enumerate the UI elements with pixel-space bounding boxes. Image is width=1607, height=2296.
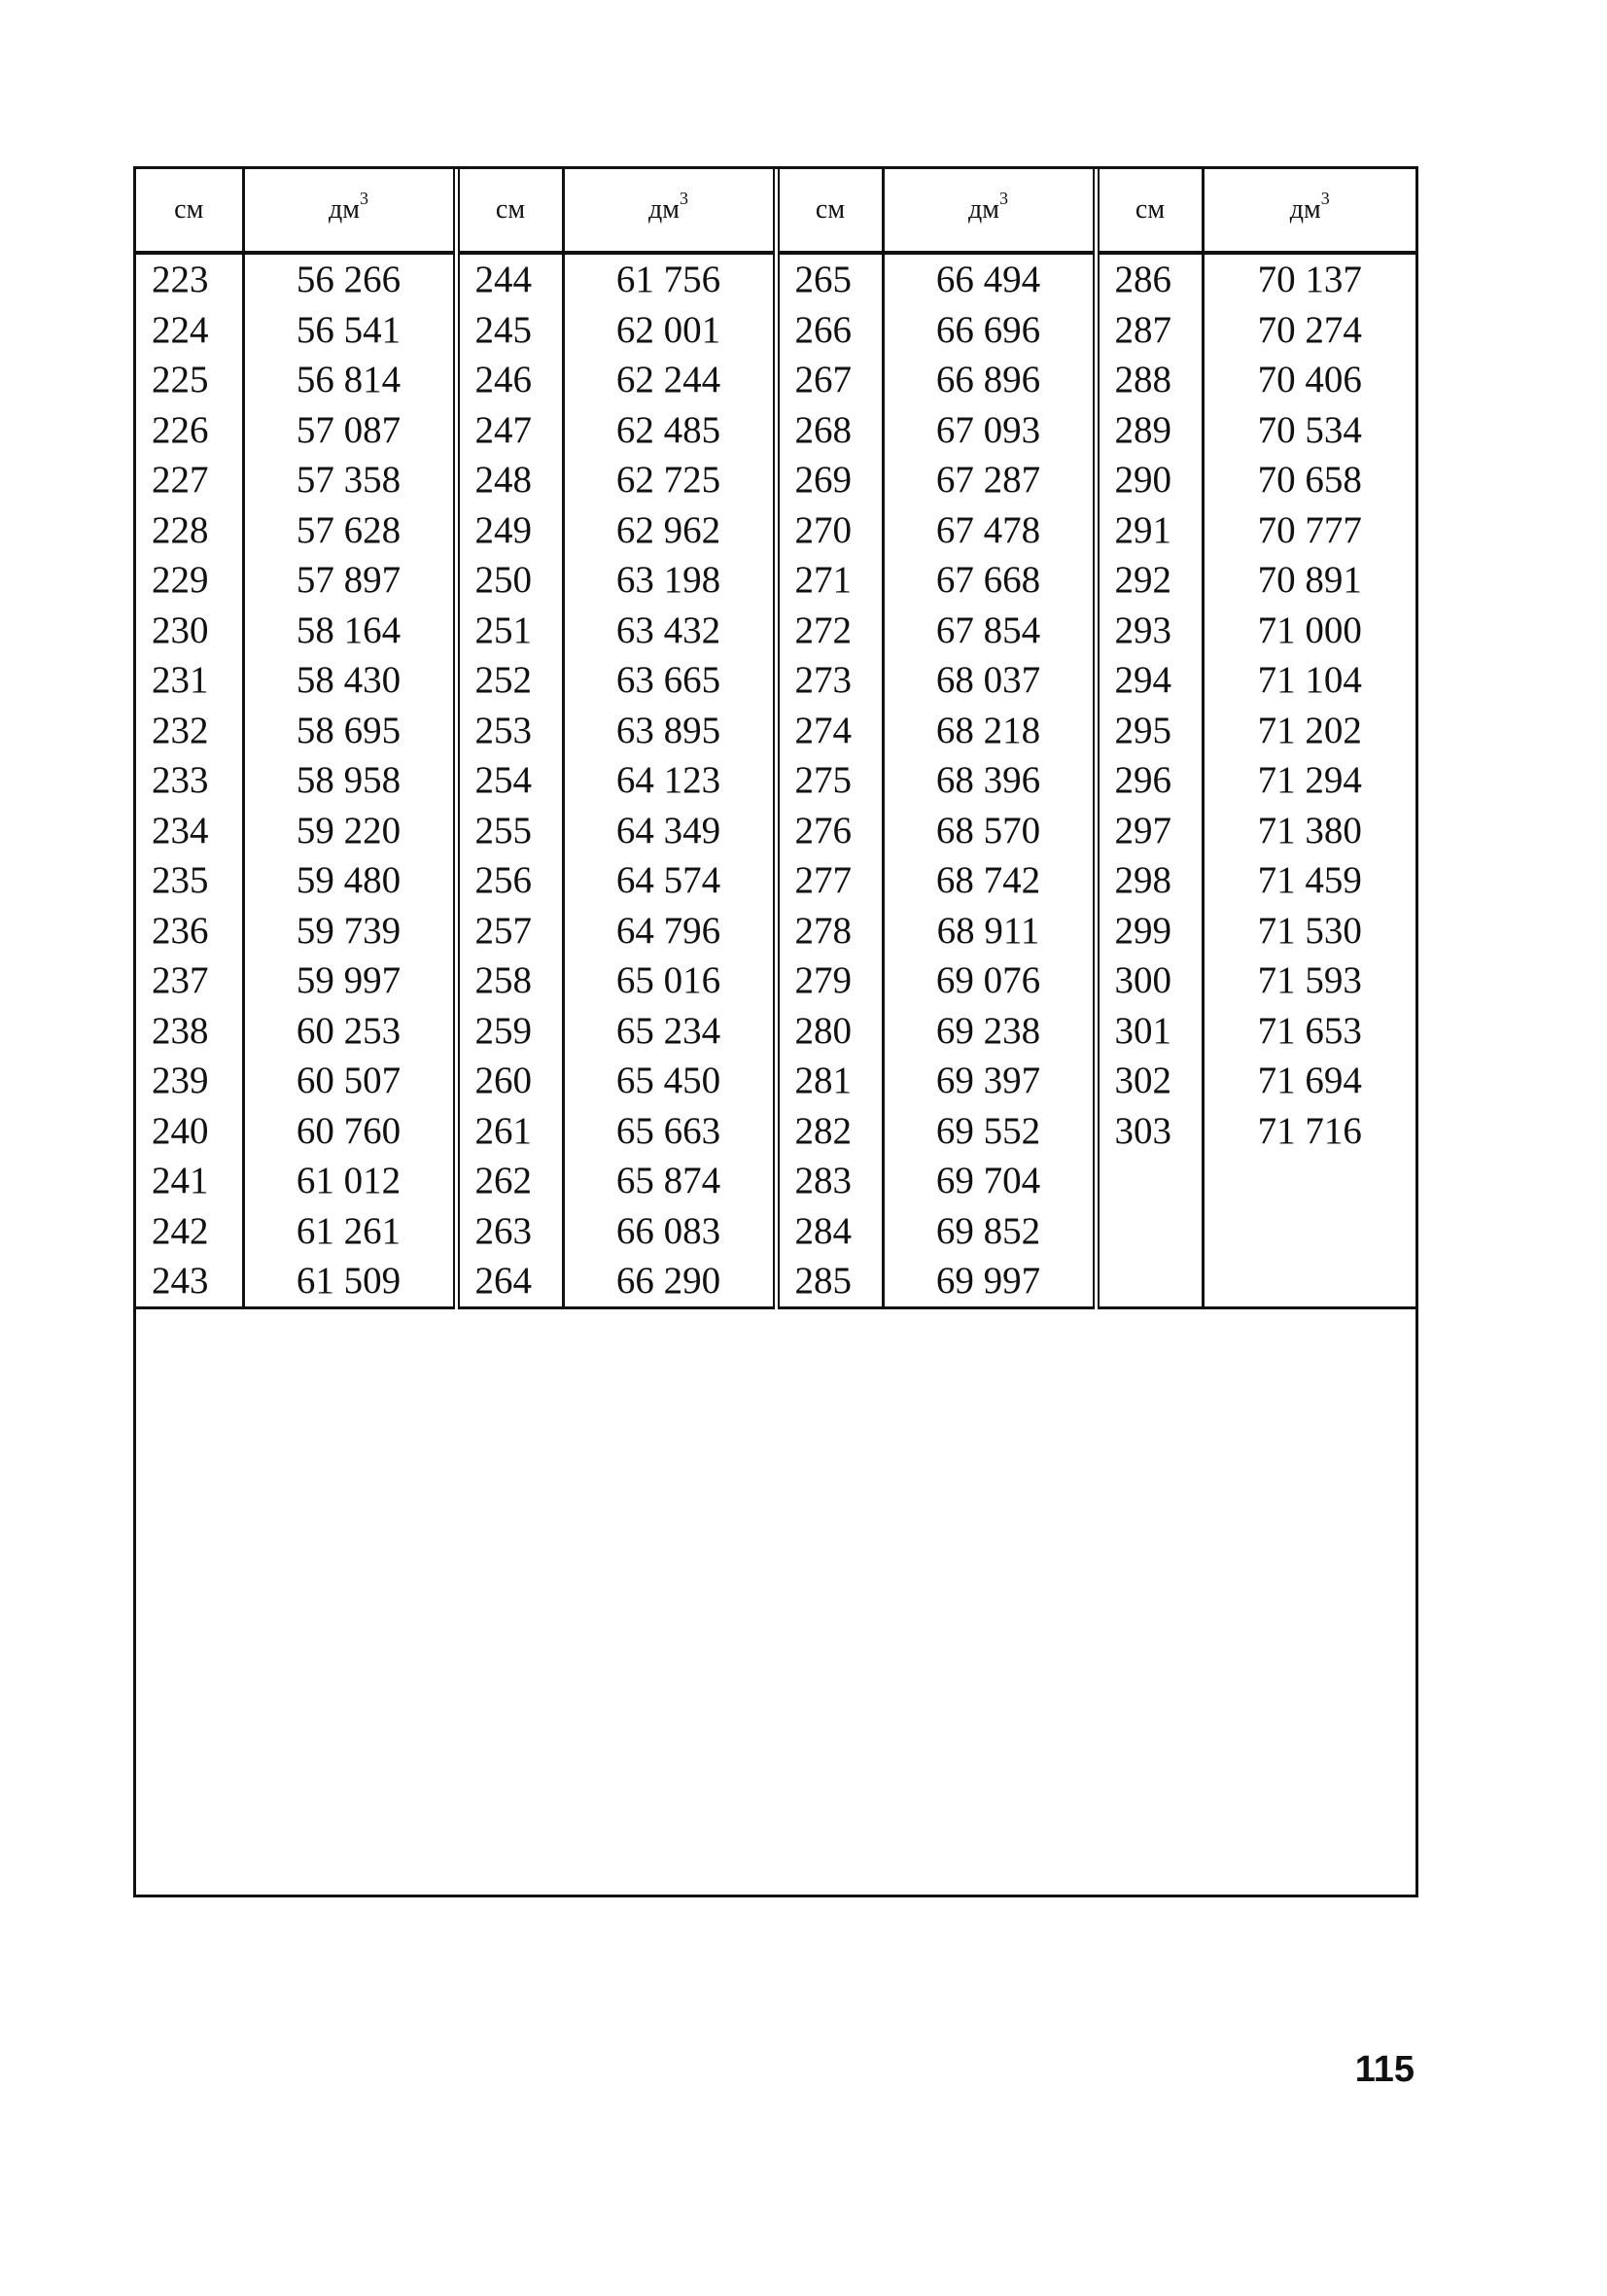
cell-cm: 287 xyxy=(1096,305,1203,356)
cell-cm: 230 xyxy=(136,606,243,656)
cell-dm3: 58 958 xyxy=(243,755,456,806)
page-number: 115 xyxy=(1354,2049,1415,2090)
cell-dm3: 65 874 xyxy=(563,1156,776,1206)
cell-dm3: 71 593 xyxy=(1257,959,1362,1002)
cell-dm3: 70 274 xyxy=(1257,308,1362,351)
cell-dm3: 60 253 xyxy=(243,1006,456,1057)
cell-cm: 274 xyxy=(776,706,883,756)
cell-dm3: 66 083 xyxy=(563,1206,776,1257)
cell-dm3: 61 012 xyxy=(243,1156,456,1206)
cell-cm: 248 xyxy=(456,455,563,505)
cell-cm: 258 xyxy=(456,956,563,1006)
table-frame xyxy=(133,166,1418,1897)
cell-cm: 270 xyxy=(776,505,883,556)
cell-dm3: 65 450 xyxy=(563,1056,776,1106)
cell-dm3: 62 244 xyxy=(563,355,776,405)
header-dm-exponent: 3 xyxy=(998,189,1008,208)
cell-cm: 253 xyxy=(456,706,563,756)
cell-cm: 244 xyxy=(456,253,563,305)
header-dm-exponent: 3 xyxy=(1320,189,1330,208)
cell-cm: 265 xyxy=(776,253,883,305)
cell-dm3: 59 997 xyxy=(243,956,456,1006)
cell-dm3: 70 658 xyxy=(1257,459,1362,502)
cell-cm: 302 xyxy=(1096,1056,1203,1106)
cell-dm3: 67 668 xyxy=(883,555,1096,606)
cell-cm: 251 xyxy=(456,606,563,656)
cell-dm3: 71 530 xyxy=(1257,909,1362,952)
cell-cm: 255 xyxy=(456,806,563,856)
cell-cm: 267 xyxy=(776,355,883,405)
cell-cm: 286 xyxy=(1096,253,1203,305)
cell-cm: 281 xyxy=(776,1056,883,1106)
cell-dm3: 66 696 xyxy=(883,305,1096,356)
cell-dm3: 59 220 xyxy=(243,806,456,856)
header-dm3 xyxy=(883,169,1096,253)
table-row xyxy=(136,455,1415,505)
cell-cm: 235 xyxy=(136,855,243,906)
table-row xyxy=(136,606,1415,656)
cell-cm: 232 xyxy=(136,706,243,756)
cell-cm: 285 xyxy=(776,1256,883,1307)
cell-cm: 227 xyxy=(136,455,243,505)
cell-cm: 277 xyxy=(776,855,883,906)
cell-dm3: 69 076 xyxy=(883,956,1096,1006)
header-dm-unit: дм xyxy=(1289,194,1321,225)
table-body xyxy=(136,253,1415,1307)
cell-cm: 224 xyxy=(136,305,243,356)
cell-cm: 293 xyxy=(1096,606,1203,656)
table-row xyxy=(136,305,1415,356)
table-row xyxy=(136,1156,1415,1206)
header-dm3 xyxy=(1203,169,1415,253)
cell-cm: 261 xyxy=(456,1106,563,1157)
cell-cm: 239 xyxy=(136,1056,243,1106)
cell-cm: 301 xyxy=(1096,1006,1203,1057)
cell-dm3: 70 777 xyxy=(1257,508,1362,551)
cell-cm: 256 xyxy=(456,855,563,906)
cell-cm xyxy=(1096,1156,1203,1206)
cell-dm3: 71 104 xyxy=(1257,659,1362,702)
cell-dm3: 69 852 xyxy=(883,1206,1096,1257)
cell-cm xyxy=(1096,1206,1203,1257)
cell-dm3: 63 432 xyxy=(563,606,776,656)
cell-dm3: 65 663 xyxy=(563,1106,776,1157)
cell-dm3: 64 796 xyxy=(563,906,776,957)
cell-cm: 233 xyxy=(136,755,243,806)
cell-cm: 228 xyxy=(136,505,243,556)
cell-cm: 252 xyxy=(456,655,563,706)
cell-dm3: 56 814 xyxy=(243,355,456,405)
cell-dm3: 66 290 xyxy=(563,1256,776,1307)
header-cm: см xyxy=(776,169,883,253)
cell-cm: 284 xyxy=(776,1206,883,1257)
cell-cm: 282 xyxy=(776,1106,883,1157)
cell-dm3: 67 854 xyxy=(883,606,1096,656)
cell-cm: 296 xyxy=(1096,755,1203,806)
table-row xyxy=(136,555,1415,606)
cell-dm3: 70 137 xyxy=(1257,259,1362,301)
table-row xyxy=(136,1056,1415,1106)
cell-dm3 xyxy=(1203,1256,1415,1307)
header-dm-exponent: 3 xyxy=(359,189,368,208)
cell-dm3: 69 704 xyxy=(883,1156,1096,1206)
cell-dm3: 57 087 xyxy=(243,405,456,456)
cell-dm3: 61 261 xyxy=(243,1206,456,1257)
cell-dm3: 58 695 xyxy=(243,706,456,756)
cell-cm: 298 xyxy=(1096,855,1203,906)
cell-cm: 294 xyxy=(1096,655,1203,706)
cell-cm: 231 xyxy=(136,655,243,706)
volume-table xyxy=(136,169,1415,1309)
cell-cm: 271 xyxy=(776,555,883,606)
cell-cm: 266 xyxy=(776,305,883,356)
cell-dm3: 57 897 xyxy=(243,555,456,606)
cell-cm: 289 xyxy=(1096,405,1203,456)
cell-dm3: 70 406 xyxy=(1257,359,1362,401)
cell-cm: 292 xyxy=(1096,555,1203,606)
cell-dm3: 61 756 xyxy=(563,253,776,305)
table-row xyxy=(136,956,1415,1006)
cell-dm3: 68 218 xyxy=(883,706,1096,756)
cell-dm3: 57 628 xyxy=(243,505,456,556)
cell-cm: 245 xyxy=(456,305,563,356)
cell-cm: 295 xyxy=(1096,706,1203,756)
cell-cm xyxy=(1096,1256,1203,1307)
cell-dm3: 66 896 xyxy=(883,355,1096,405)
table-row xyxy=(136,1206,1415,1257)
cell-dm3: 68 396 xyxy=(883,755,1096,806)
cell-cm: 278 xyxy=(776,906,883,957)
cell-dm3: 59 480 xyxy=(243,855,456,906)
cell-cm: 247 xyxy=(456,405,563,456)
cell-cm: 273 xyxy=(776,655,883,706)
cell-cm: 250 xyxy=(456,555,563,606)
header-dm-exponent: 3 xyxy=(679,189,688,208)
cell-cm: 229 xyxy=(136,555,243,606)
cell-dm3: 71 380 xyxy=(1257,809,1362,852)
cell-dm3: 67 093 xyxy=(883,405,1096,456)
cell-cm: 275 xyxy=(776,755,883,806)
header-row xyxy=(136,169,1415,253)
cell-cm: 276 xyxy=(776,806,883,856)
cell-dm3: 69 552 xyxy=(883,1106,1096,1157)
cell-dm3: 63 895 xyxy=(563,706,776,756)
cell-cm: 272 xyxy=(776,606,883,656)
cell-dm3: 71 202 xyxy=(1257,709,1362,751)
cell-cm: 269 xyxy=(776,455,883,505)
cell-dm3: 63 665 xyxy=(563,655,776,706)
cell-dm3: 64 574 xyxy=(563,855,776,906)
header-dm-unit: дм xyxy=(968,194,999,225)
cell-dm3: 62 001 xyxy=(563,305,776,356)
cell-cm: 300 xyxy=(1096,956,1203,1006)
cell-dm3: 69 397 xyxy=(883,1056,1096,1106)
cell-dm3: 60 760 xyxy=(243,1106,456,1157)
cell-dm3: 70 534 xyxy=(1257,408,1362,451)
cell-dm3: 71 294 xyxy=(1257,759,1362,802)
cell-dm3: 68 742 xyxy=(883,855,1096,906)
cell-dm3: 60 507 xyxy=(243,1056,456,1106)
cell-dm3: 65 016 xyxy=(563,956,776,1006)
cell-cm: 288 xyxy=(1096,355,1203,405)
cell-dm3: 58 164 xyxy=(243,606,456,656)
cell-dm3: 67 478 xyxy=(883,505,1096,556)
header-cm: см xyxy=(456,169,563,253)
cell-dm3: 64 349 xyxy=(563,806,776,856)
cell-cm: 238 xyxy=(136,1006,243,1057)
header-cm: см xyxy=(1096,169,1203,253)
cell-cm: 259 xyxy=(456,1006,563,1057)
cell-cm: 260 xyxy=(456,1056,563,1106)
cell-dm3: 71 653 xyxy=(1257,1009,1362,1052)
cell-cm: 299 xyxy=(1096,906,1203,957)
cell-cm: 290 xyxy=(1096,455,1203,505)
cell-cm: 268 xyxy=(776,405,883,456)
header-dm-unit: дм xyxy=(329,194,360,225)
table-row xyxy=(136,405,1415,456)
cell-cm: 225 xyxy=(136,355,243,405)
cell-cm: 249 xyxy=(456,505,563,556)
cell-cm: 240 xyxy=(136,1106,243,1157)
table-row xyxy=(136,1256,1415,1307)
cell-cm: 291 xyxy=(1096,505,1203,556)
cell-cm: 254 xyxy=(456,755,563,806)
cell-cm: 279 xyxy=(776,956,883,1006)
table-row xyxy=(136,855,1415,906)
cell-dm3: 62 725 xyxy=(563,455,776,505)
table-row xyxy=(136,755,1415,806)
cell-cm: 236 xyxy=(136,906,243,957)
table-row xyxy=(136,253,1415,305)
cell-cm: 262 xyxy=(456,1156,563,1206)
header-dm3 xyxy=(563,169,776,253)
table-row xyxy=(136,906,1415,957)
cell-dm3: 71 716 xyxy=(1257,1109,1362,1152)
table-row xyxy=(136,1106,1415,1157)
cell-dm3: 58 430 xyxy=(243,655,456,706)
header-dm3 xyxy=(243,169,456,253)
cell-cm: 297 xyxy=(1096,806,1203,856)
cell-dm3: 63 198 xyxy=(563,555,776,606)
cell-dm3: 68 570 xyxy=(883,806,1096,856)
cell-dm3 xyxy=(1203,1156,1415,1206)
cell-cm: 283 xyxy=(776,1156,883,1206)
table-header xyxy=(136,169,1415,253)
cell-dm3: 65 234 xyxy=(563,1006,776,1057)
cell-dm3: 56 266 xyxy=(243,253,456,305)
cell-cm: 241 xyxy=(136,1156,243,1206)
cell-cm: 242 xyxy=(136,1206,243,1257)
header-dm-unit: дм xyxy=(648,194,680,225)
cell-dm3: 57 358 xyxy=(243,455,456,505)
cell-dm3: 62 962 xyxy=(563,505,776,556)
cell-dm3: 56 541 xyxy=(243,305,456,356)
cell-cm: 264 xyxy=(456,1256,563,1307)
cell-dm3: 66 494 xyxy=(883,253,1096,305)
cell-dm3: 68 037 xyxy=(883,655,1096,706)
cell-dm3: 67 287 xyxy=(883,455,1096,505)
cell-dm3: 70 891 xyxy=(1257,559,1362,602)
cell-dm3: 71 694 xyxy=(1257,1060,1362,1102)
table-row xyxy=(136,355,1415,405)
cell-dm3: 69 238 xyxy=(883,1006,1096,1057)
cell-dm3 xyxy=(1203,1206,1415,1257)
cell-dm3: 71 000 xyxy=(1257,609,1362,651)
table-row xyxy=(136,505,1415,556)
cell-cm: 257 xyxy=(456,906,563,957)
cell-cm: 303 xyxy=(1096,1106,1203,1157)
cell-cm: 246 xyxy=(456,355,563,405)
cell-cm: 234 xyxy=(136,806,243,856)
header-cm: см xyxy=(136,169,243,253)
cell-dm3: 64 123 xyxy=(563,755,776,806)
table-row xyxy=(136,1006,1415,1057)
cell-dm3: 59 739 xyxy=(243,906,456,957)
cell-dm3: 69 997 xyxy=(883,1256,1096,1307)
cell-cm: 226 xyxy=(136,405,243,456)
cell-dm3: 68 911 xyxy=(883,906,1096,957)
cell-cm: 263 xyxy=(456,1206,563,1257)
cell-cm: 237 xyxy=(136,956,243,1006)
cell-dm3: 71 459 xyxy=(1257,859,1362,902)
table-row xyxy=(136,806,1415,856)
cell-cm: 280 xyxy=(776,1006,883,1057)
table-row xyxy=(136,706,1415,756)
cell-dm3: 61 509 xyxy=(243,1256,456,1307)
cell-cm: 223 xyxy=(136,253,243,305)
cell-dm3: 62 485 xyxy=(563,405,776,456)
cell-cm: 243 xyxy=(136,1256,243,1307)
table-row xyxy=(136,655,1415,706)
